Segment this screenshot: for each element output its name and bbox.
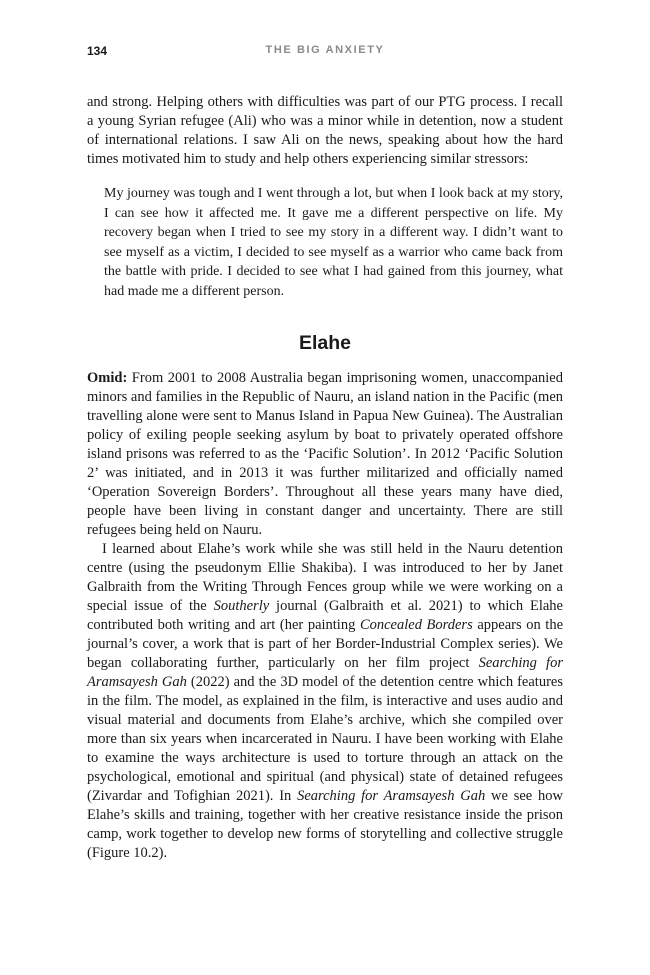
paragraph-elahe-work (87, 540, 563, 863)
text-run: appears on the journal’s cover, a work that is part of her Border-Industrial Complex series). We began collaborating further, particularly on her film project (87, 617, 564, 671)
paragraph-omid (87, 369, 563, 540)
text-run: journal (Galbraith et al. 2021) to which Elahe contributed both writing and art (her painting (87, 598, 563, 633)
italic-title: Searching for Aramsayesh Gah (297, 788, 486, 804)
page-body (87, 93, 563, 863)
italic-title: Concealed Borders (359, 617, 473, 633)
italic-title: Southerly (213, 598, 270, 614)
page-header (87, 44, 563, 62)
block-quote: My journey was tough and I went through a lot, but when I look back at my story, I can see how it affected me. It gave me a different perspective on life. My recovery began when I tried to see my story in a different way. I didn’t want to see myself as a victim, I decided to see myself as a warrior who came back from the battle with pride. I decided to see what I had gained from this journey, what had made me a different person. (104, 186, 563, 299)
page-number: 134 (87, 44, 108, 58)
text-run: (2022) and the 3D model of the detention centre which features in the film. The model, as explained in the film, is interactive and uses audio and visual material and documents from Elahe’s archive, which she compiled over more than six years when incarcerated in Nauru. I have been working with Elahe to examine the ways architecture is used to torture through an attack on the psychological, emotional and spiritual (and physical) state of detained refugees (Zivardar and Tofighian 2021). In (87, 674, 563, 804)
paragraph-text: From 2001 to 2008 Australia began imprisoning women, unaccompanied minors and families in the Republic of Nauru, an island nation in the Pacific (men travelling alone were sent to Manus Island in Papua New Guinea). The Australian policy of exiling people seeking asylum by boat to privately operated offshore island prisons was referred to as the ‘Pacific Solution’. In 2012 ‘Pacific Solution 2’ was initiated, and in 2013 it was further militarized and officially named ‘Operation Sovereign Borders’. Throughout all these years many have died, people have been living in constant danger and uncertainty. There are still refugees being held on Nauru. (87, 370, 563, 538)
paragraph-continuation: and strong. Helping others with difficulties was part of our PTG process. I recall a young Syrian refugee (Ali) who was a minor while in detention, now a student of international relations. I saw Ali on the news, speaking about how the hard times motivated him to study and help others experiencing similar stressors: (87, 94, 563, 167)
speaker-label: Omid: (87, 370, 128, 386)
text-run: I learned about Elahe’s work while she was still held in the Nauru detention centre (using the pseudonym Ellie Shakiba). I was introduced to her by Janet Galbraith from the Writing Through Fences group while we were working on a special issue of the (87, 541, 563, 614)
italic-title: Searching for Aramsayesh Gah (87, 655, 563, 690)
running-head: THE BIG ANXIETY (265, 44, 385, 56)
text-run: we see how Elahe’s skills and training, together with her creative resistance inside the prison camp, work together to develop new forms of storytelling and collective struggle (Figure 10.2). (87, 788, 563, 861)
section-heading: Elahe (298, 332, 352, 354)
